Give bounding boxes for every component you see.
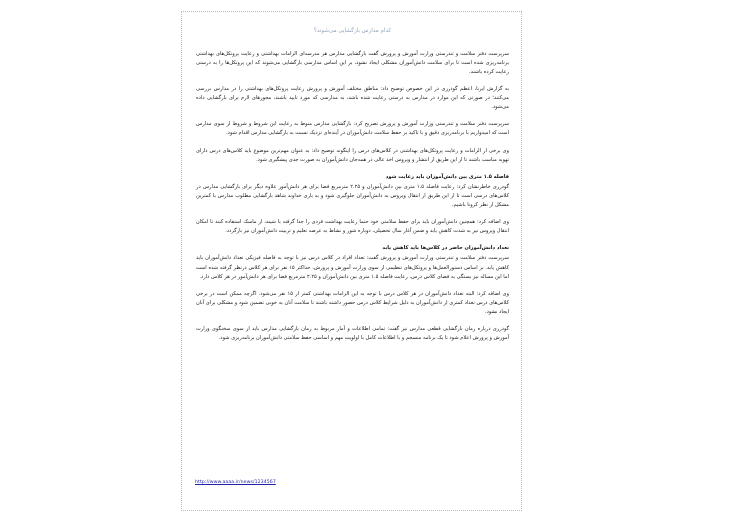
paragraph-4: وی برخی از الزامات و رعایت پروتکل‌های بهداشتی در کلاس‌های درس را اینگونه توضیح داد: به عنوان مهم‌ترین موضوع باید کلاس‌های درس دارای تهویه مناسب باشند تا از این طریق از انتشار و ویروس اخذ عالی در همه‌جان دانش‌آموزان به صورت جدی پیشگیری شود. (196, 147, 509, 163)
subheading-class-size-reduction: تعداد دانش‌آموزان حاضر در کلاس‌ها باید کاهش یابد (382, 245, 509, 252)
paragraph-9: گودرزی درباره زمان بازگشایی قطعی مدارس نیز گفت: تمامی اطلاعات و آمار مربوط به زمان بازگشایی مدارس باید از سوی سخنگوی وزارت آموزش و پرورش اعلام شود تا یک برنامه منسجم و با اطلاعات کامل با اولویت مهم و اساسی حفظ سلامتی دانش‌آموزان برنامه‌ریزی شود. (196, 325, 509, 342)
paragraph-1: سرپرست دفتر سلامت و تندرستی وزارت آموزش و پرورش گفت بازگشایی مدارس هر مدرسه‌ای الزامات بهداشتی و رعایت پروتکل‌های بهداشتی برنامه‌ریزی شده است تا برای سلامت دانش‌آموزان مشکلی ایجاد نشود، بر این اساس مدارسی بازگشایی می‌شوند که این پروتکل‌ها را به درستی رعایت کرده باشند. (196, 50, 509, 76)
source-link-container (195, 468, 276, 487)
paragraph-5: گودرزی خاطرنشان کرد: رعایت فاصله ۱.۵ متری بین دانش‌آموزان و ۲.۲۵ مترمربع فضا برای هر دانش‌آموز علاوه دیگر برای بازگشایی مدارس در کلاس‌های درسی است تا از این طریق از انتقال ویروس به دانش‌آموزان جلوگیری شود و به یاری خداوند شاهد بازگشایی مطلوب مدارس با کمترین مشکل از نظر کرونا باشیم. (196, 183, 510, 209)
page-title: کدام مدارس بازگشایی می‌شوند؟ (313, 28, 392, 34)
paragraph-8: وی اضافه کرد: البته تعداد دانش‌آموزان در هر کلاس درس با توجه به این الزامات بهداشتی کمتر از ۱۵ نفر می‌شود. اگرچه ممکن است در برخی کلاس‌های درس تعداد کمتری از دانش‌آموزان به دلیل شرایط کلاس درس حضور داشته باشند تا سلامت آنان به خوبی تضمین شود و مشکلی برای آنان ایجاد نشود. (196, 290, 509, 315)
paragraph-3: سرپرست دفتر سلامت و تندرستی وزارت آموزش و پرورش تصریح کرد: بازگشایی مدارس منوط به رعایت این شروط و شروط از سوی مدارس است که امیدواریم با برنامه‌ریزی دقیق و با تاکید بر حفظ سلامت دانش‌آموزان در آینده‌ای نزدیک نسبت به بازگشایی مدارس اقدام شود. (196, 121, 509, 137)
paragraph-2: به گزارش ایرنا، اعظم گودرزی در این خصوص توضیح داد: مناطق مختلف آموزش و پرورش رعایت پروتکل‌های بهداشتی را در مدارس بررسی می‌کنند؛ در صورتی که این موارد در مدارس به درستی رعایت شده باشد، به مدارسی که مورد تایید باشند، مجوزهای لازم برای بازگشایی داده می‌شود. (196, 86, 509, 111)
subheading-distance-requirement: فاصله ۱.۵ متری بین دانش‌آموزان باید رعایت شود (385, 173, 509, 180)
page-content-area (196, 12, 509, 510)
paragraph-6: وی اضافه کرد: همچنین دانش‌آموزان باید برای حفظ سلامتی خود حتما رعایت بهداشت فردی را جدا گرفته با شیند، از ماسک استفاده کنند تا امکان انتقال ویروس نیز به شدت کاهش یابد و ضمن آغاز سال تحصیلی، دوباره شور و نشاط به عرصه تعلیم و تربیت دانش‌آموزان نیز بازگردد. (196, 219, 509, 235)
source-url-link[interactable]: http://www.aaaa.ir/news/1234567 (195, 480, 276, 485)
paragraph-7: سرپرست دفتر سلامت و تندرستی وزارت آموزش و پرورش گفت: تعداد افراد در کلاس درس نیز با توجه به فاصله فیزیکی تعداد دانش‌آموزان باید کاهش یابد. بر اساس دستورالعمل‌ها و پروتکل‌های تنظیمی از سوی وزارت آموزش و پرورش، حداکثر ۱۵ نفر برای هر کلاس درنظر گرفته شده است اما این مساله نیز بستگی به فضای کلاس درس، رعایت فاصله ۱.۵ متری بین دانش‌آموزان و ۲.۲۵ مترمربع فضا برای هر دانش‌آموز در هر کلاس دارد. (196, 255, 510, 280)
document-page (181, 11, 522, 511)
